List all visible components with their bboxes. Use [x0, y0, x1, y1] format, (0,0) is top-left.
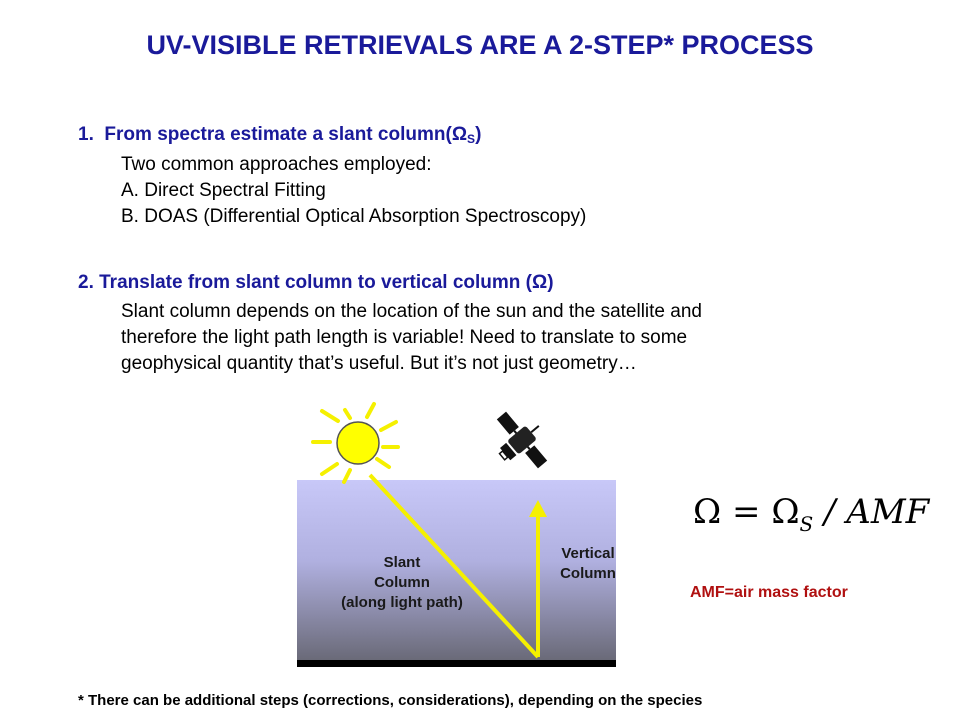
footnote: * There can be additional steps (corrections, considerations), depending on the species — [78, 692, 703, 709]
step2-line: therefore the light path length is variable! Need to translate to some — [121, 327, 688, 348]
step2-line: geophysical quantity that’s useful. But it’s not just geometry… — [121, 353, 637, 374]
slant-column-label: Slant Column (along light path) — [341, 554, 463, 611]
step1-close: ) — [475, 124, 482, 145]
amf-formula: $\Omega = \Omega_S$ / AMF — [693, 492, 930, 536]
satellite-icon — [482, 401, 560, 481]
step1-heading-text: From spectra estimate a slant column( — [104, 124, 452, 145]
ground-surface — [297, 660, 616, 667]
step2-heading-text: 2. Translate from slant column to vertical column ( — [78, 272, 532, 293]
vertical-column-label: Vertical Column — [560, 545, 616, 582]
step1-subscript: S — [467, 132, 476, 146]
step1-line: B. DOAS (Differential Optical Absorption Spectroscopy) — [121, 206, 587, 227]
step1-omega: Ω — [451, 124, 468, 145]
amf-definition: AMF=air mass factor — [690, 584, 848, 601]
slide-title: UV-VISIBLE RETRIEVALS ARE A 2-STEP* PROCESS — [146, 30, 814, 60]
step2-omega: Ω — [532, 272, 548, 293]
sun-icon — [313, 404, 398, 482]
step1-line: Two common approaches employed: — [121, 154, 432, 175]
step2-line: Slant column depends on the location of the sun and the satellite and — [121, 301, 702, 322]
step2-close: ) — [547, 272, 554, 293]
step1-line: A. Direct Spectral Fitting — [121, 180, 326, 201]
step1-number: 1. — [78, 124, 94, 145]
